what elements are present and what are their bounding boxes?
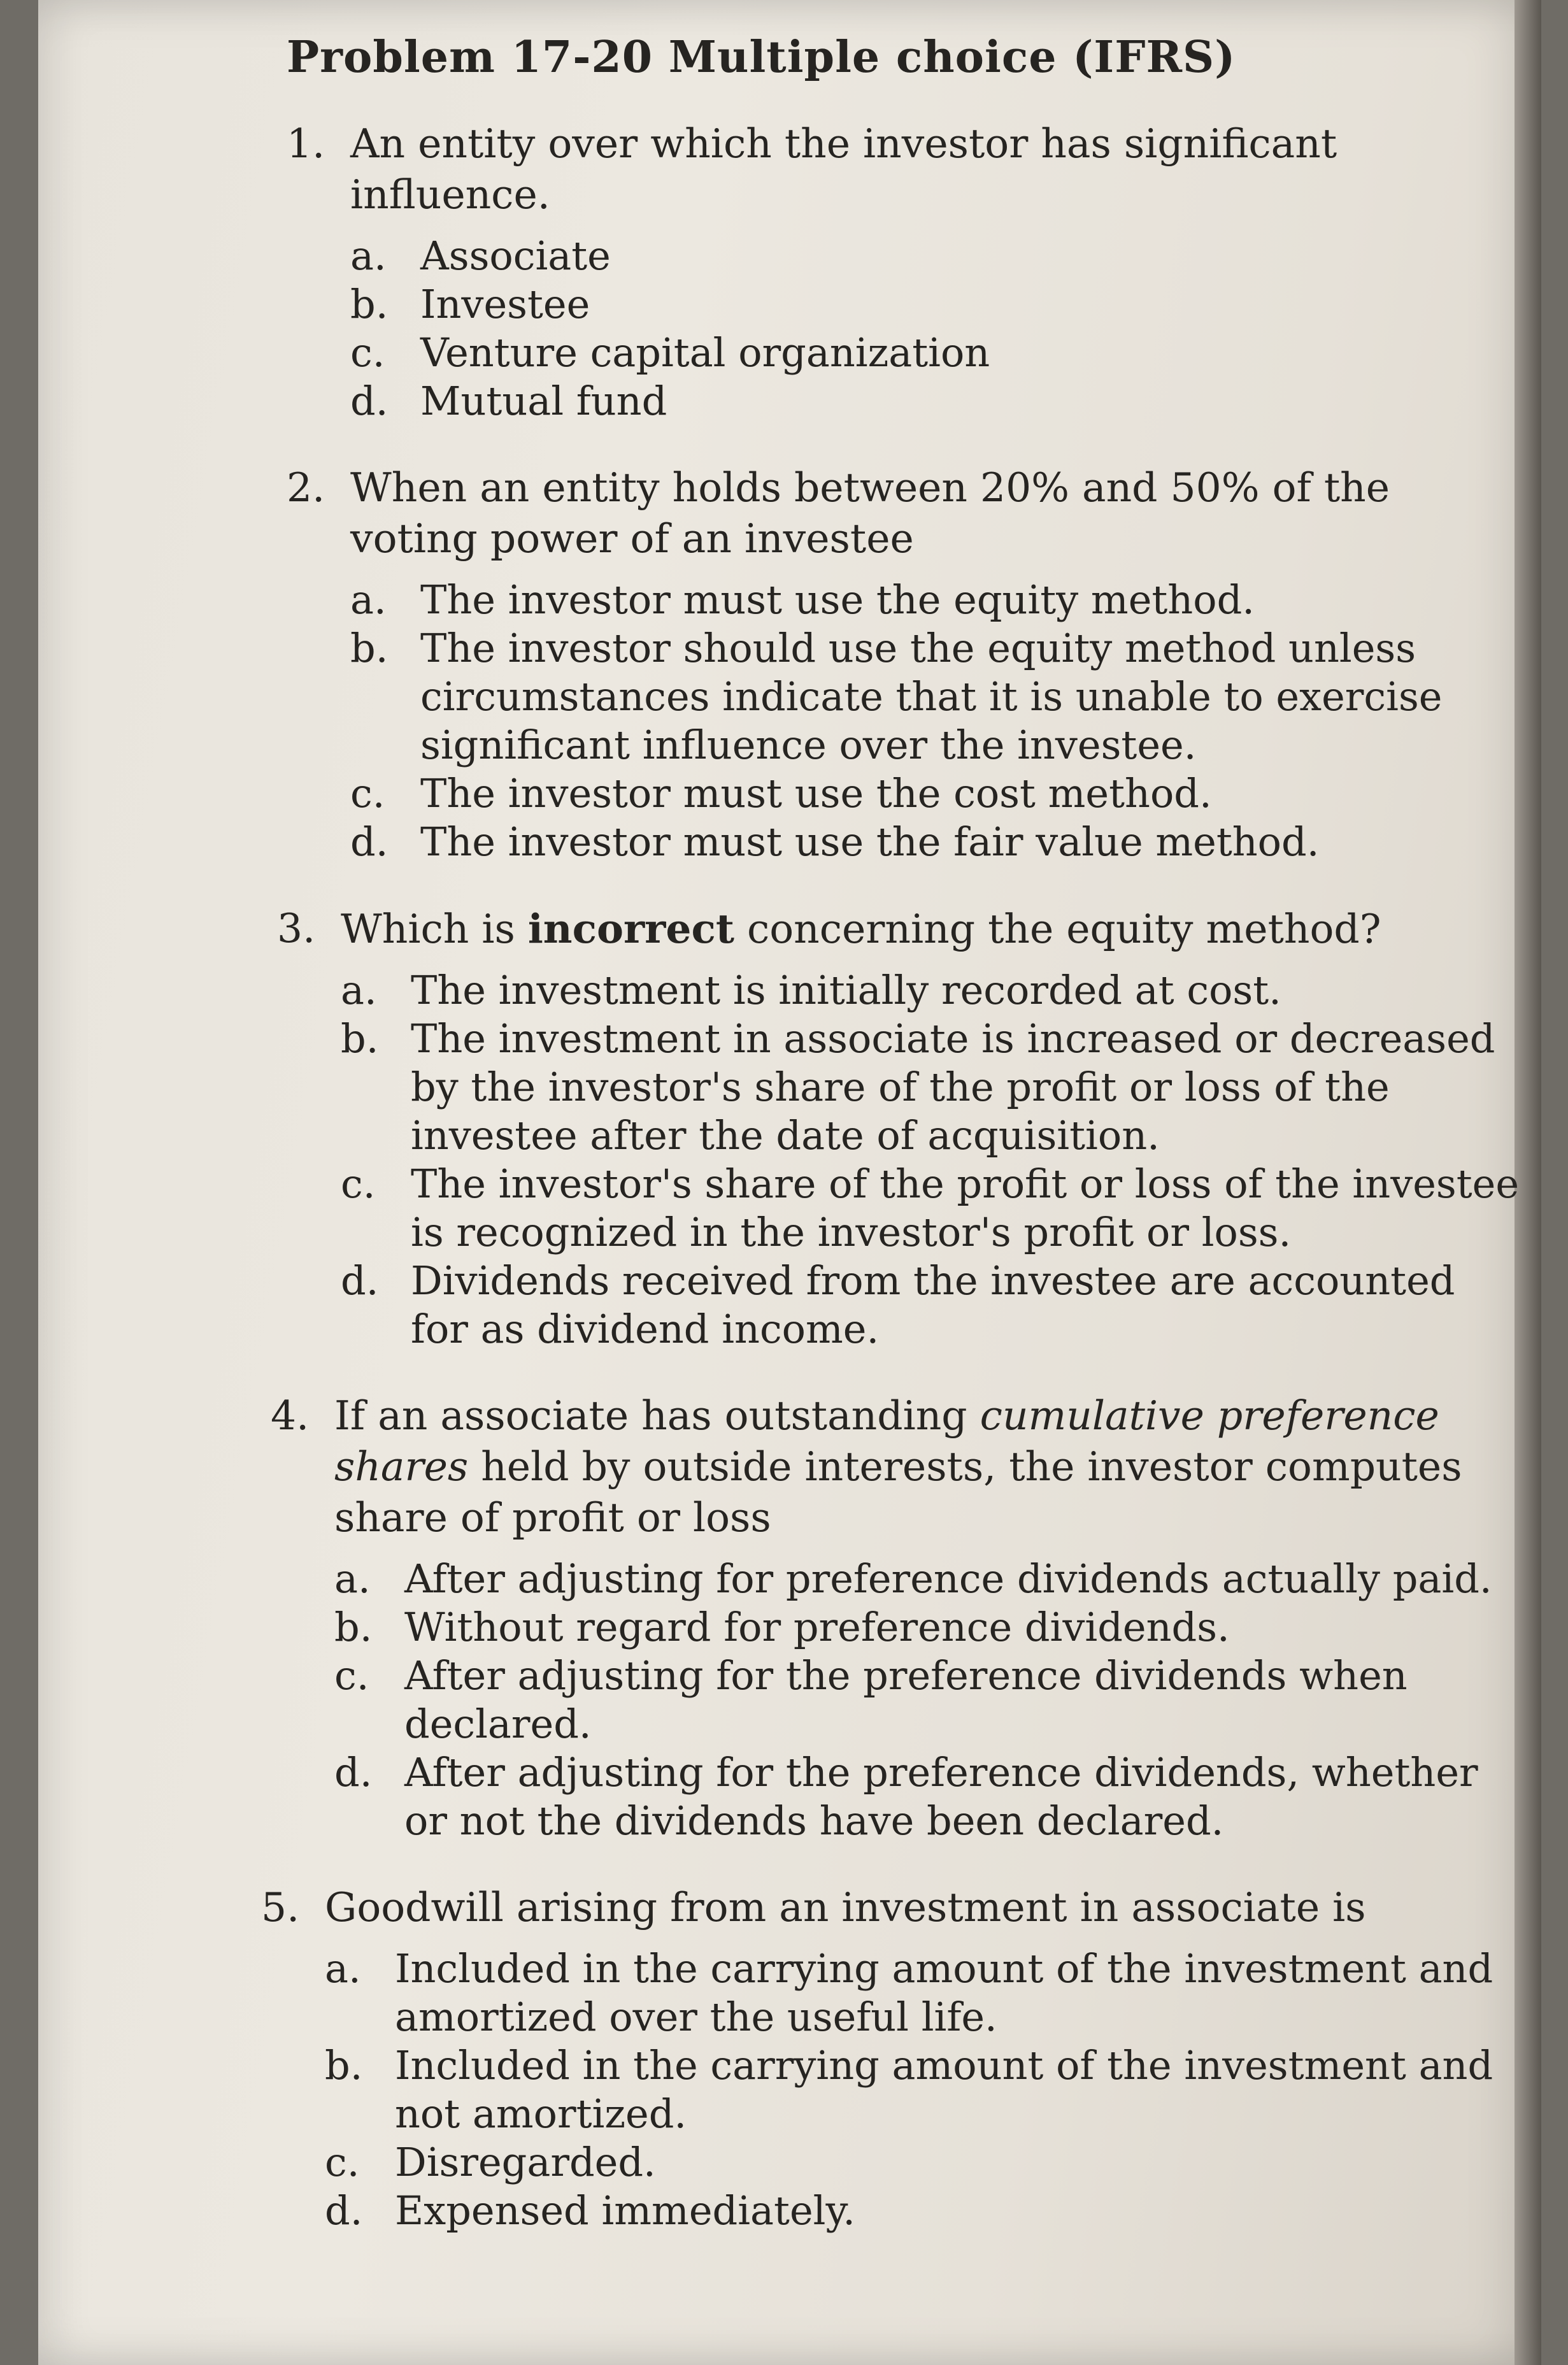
question-text: Which is incorrect concerning the equity method? [341,905,1381,952]
option-letter: b. [325,2042,363,2089]
textbook-page [38,0,1541,2365]
question-1 [287,118,1522,425]
option-b [341,1015,1522,1160]
question-number: 3. [277,905,316,952]
option-text: The investor must use the cost method. [420,770,1212,817]
emphasis-bold: incorrect [527,905,734,952]
option-text: Dividends received from the investee are accounted for as dividend income. [411,1257,1455,1352]
option-text: Mutual fund [420,378,667,424]
option-text: The investment in associate is increased or decreased by the investor's share of the profit or loss of the investee after the date of acquisition. [411,1015,1495,1159]
option-a [334,1555,1522,1603]
option-text: After adjusting for the preference dividends, whether or not the dividends have been declared. [404,1749,1478,1844]
option-letter: c. [341,1161,376,1207]
option-c [350,769,1522,818]
option-letter: c. [350,329,385,376]
option-list [277,966,1522,1354]
option-a [325,1945,1522,2041]
question-number: 5. [261,1884,300,1931]
option-list [287,232,1522,425]
option-d [325,2187,1522,2235]
option-letter: b. [350,281,388,327]
option-list [287,576,1522,866]
option-text: Without regard for preference dividends. [404,1604,1230,1650]
option-letter: a. [341,967,377,1013]
option-text: After adjusting for the preference dividends when declared. [404,1652,1408,1747]
question-5 [261,1882,1522,2235]
option-letter: d. [341,1257,379,1304]
problem-title: Problem 17-20 Multiple choice (IFRS) [287,32,1236,83]
option-d [350,377,1522,425]
option-text: The investor's share of the profit or loss of the investee is recognized in the investor's profit or loss. [411,1161,1520,1255]
option-list [271,1555,1522,1845]
option-letter: c. [334,1652,369,1699]
option-letter: b. [350,625,388,671]
option-letter: c. [325,2139,360,2185]
question-text: When an entity holds between 20% and 50% of the voting power of an investee [350,464,1390,562]
option-letter: d. [325,2187,363,2234]
option-letter: d. [334,1749,373,1796]
question-number: 2. [287,464,325,511]
option-text: The investor must use the equity method. [420,576,1255,623]
option-b [334,1603,1522,1652]
option-b [350,624,1522,769]
question-number: 1. [287,120,325,167]
option-text: Associate [420,232,611,279]
option-text: Venture capital organization [420,329,990,376]
option-text: Disregarded. [395,2139,656,2185]
option-letter: a. [334,1555,371,1602]
option-c [350,329,1522,377]
option-letter: a. [350,576,387,623]
option-c [325,2138,1522,2187]
question-text: If an associate has outstanding cumulative preference shares held by outside interests, the investor computes share of profit or loss [334,1392,1462,1541]
option-letter: a. [350,232,387,279]
option-c [341,1160,1522,1257]
question-3 [277,903,1522,1354]
option-a [341,966,1522,1015]
option-letter: a. [325,1945,361,1992]
option-d [334,1748,1522,1845]
option-b [350,280,1522,329]
option-d [341,1257,1522,1354]
option-text: The investor should use the equity method unless circumstances indicate that it is unable to exercise significant influence over the investee. [420,625,1443,768]
option-b [325,2041,1522,2138]
option-text: The investment is initially recorded at cost. [411,967,1281,1013]
option-letter: c. [350,770,385,817]
option-c [334,1652,1522,1748]
option-letter: b. [334,1604,373,1650]
option-d [350,818,1522,866]
question-number: 4. [271,1392,310,1439]
option-letter: d. [350,818,388,865]
emphasis-italic: cumulative preference shares [334,1392,1439,1490]
option-text: Investee [420,281,590,327]
option-letter: d. [350,378,388,424]
question-text: An entity over which the investor has significant influence. [350,120,1337,218]
question-2 [287,462,1522,866]
question-4 [271,1390,1522,1845]
option-list [261,1945,1522,2235]
option-text: The investor must use the fair value method. [420,818,1320,865]
option-a [350,232,1522,280]
option-text: After adjusting for preference dividends actually paid. [404,1555,1492,1602]
option-text: Included in the carrying amount of the investment and not amortized. [395,2042,1493,2137]
question-text: Goodwill arising from an investment in associate is [325,1884,1366,1931]
option-a [350,576,1522,624]
option-text: Expensed immediately. [395,2187,855,2234]
option-text: Included in the carrying amount of the investment and amortized over the useful life. [395,1945,1493,2040]
page-content [248,32,1522,2272]
option-letter: b. [341,1015,379,1062]
